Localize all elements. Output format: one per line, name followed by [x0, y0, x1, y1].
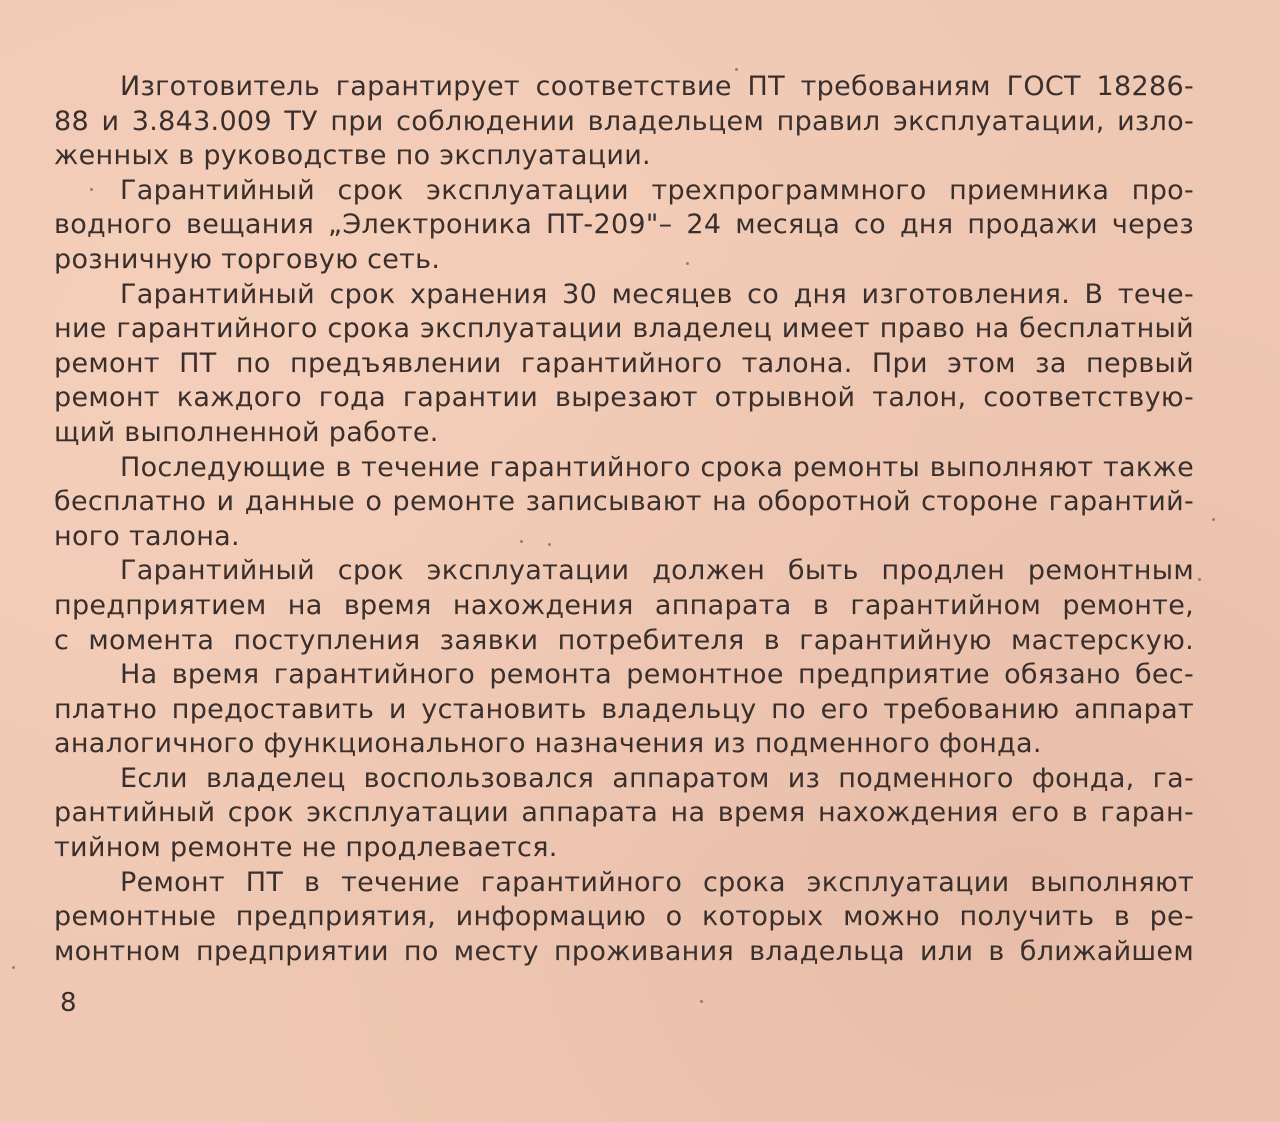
- text-line: ремонт каждого года гарантии вырезают отрывной талон, соответствую-: [54, 382, 1194, 414]
- text-line: аналогичного функционального назначения из подменного фонда.: [54, 728, 1042, 760]
- text-line: водного вещания „Электроника ПТ-209"– 24 месяца со дня продажи через: [54, 209, 1194, 241]
- paper-speck: [700, 1000, 703, 1003]
- text-line: ние гарантийного срока эксплуатации владелец имеет право на бесплатный: [54, 313, 1194, 345]
- paper-speck: [12, 966, 15, 969]
- body-text: [54, 70, 1194, 969]
- paper-speck: [90, 188, 93, 191]
- text-line: Если владелец воспользовался аппаратом из подменного фонда, га-: [120, 762, 1194, 794]
- paper-speck: [686, 262, 689, 265]
- paper-speck: [1198, 578, 1201, 581]
- paper-speck: [735, 68, 738, 71]
- text-line: Изготовитель гарантирует соответствие ПТ требованиям ГОСТ 18286-: [120, 71, 1194, 102]
- text-line: Гарантийный срок эксплуатации должен быть продлен ремонтным: [120, 555, 1194, 587]
- paper-speck: [1212, 518, 1215, 521]
- paper-speck: [520, 540, 523, 543]
- text-line: ного талона.: [54, 520, 240, 552]
- text-line: монтном предприятии по месту проживания владельца или в ближайшем: [54, 935, 1194, 967]
- text-line: ремонт ПТ по предъявлении гарантийного талона. При этом за первый: [54, 347, 1194, 379]
- text-line: Последующие в течение гарантийного срока ремонты выполняют также: [120, 451, 1194, 483]
- text-line: ремонтные предприятия, информацию о которых можно получить в ре-: [54, 901, 1194, 933]
- text-line: предприятием на время нахождения аппарата в гарантийном ремонте,: [54, 589, 1194, 621]
- paper-speck: [548, 543, 551, 546]
- text-line: с момента поступления заявки потребителя в гарантийную мастерскую.: [54, 624, 1194, 656]
- text-line: женных в руководстве по эксплуатации.: [54, 140, 651, 172]
- text-line: тийном ремонте не продлевается.: [54, 832, 558, 864]
- text-line: щий выполненной работе.: [54, 416, 439, 448]
- text-line: Гарантийный срок эксплуатации трехпрограммного приемника про-: [120, 174, 1194, 206]
- text-line: 88 и 3.843.009 ТУ при соблюдении владельцем правил эксплуатации, изло-: [54, 105, 1194, 137]
- text-line: рантийный срок эксплуатации аппарата на время нахождения его в гаран-: [54, 797, 1194, 829]
- page-number: 8: [60, 988, 77, 1018]
- text-line: Гарантийный срок хранения 30 месяцев со дня изготовления. В тече-: [120, 278, 1194, 310]
- text-line: бесплатно и данные о ремонте записывают на оборотной стороне гарантий-: [54, 486, 1194, 518]
- text-line: На время гарантийного ремонта ремонтное предприятие обязано бес-: [120, 659, 1194, 691]
- text-line: платно предоставить и установить владельцу по его требованию аппарат: [54, 693, 1194, 725]
- text-line: Ремонт ПТ в течение гарантийного срока эксплуатации выполняют: [120, 866, 1194, 898]
- text-line: розничную торговую сеть.: [54, 243, 441, 275]
